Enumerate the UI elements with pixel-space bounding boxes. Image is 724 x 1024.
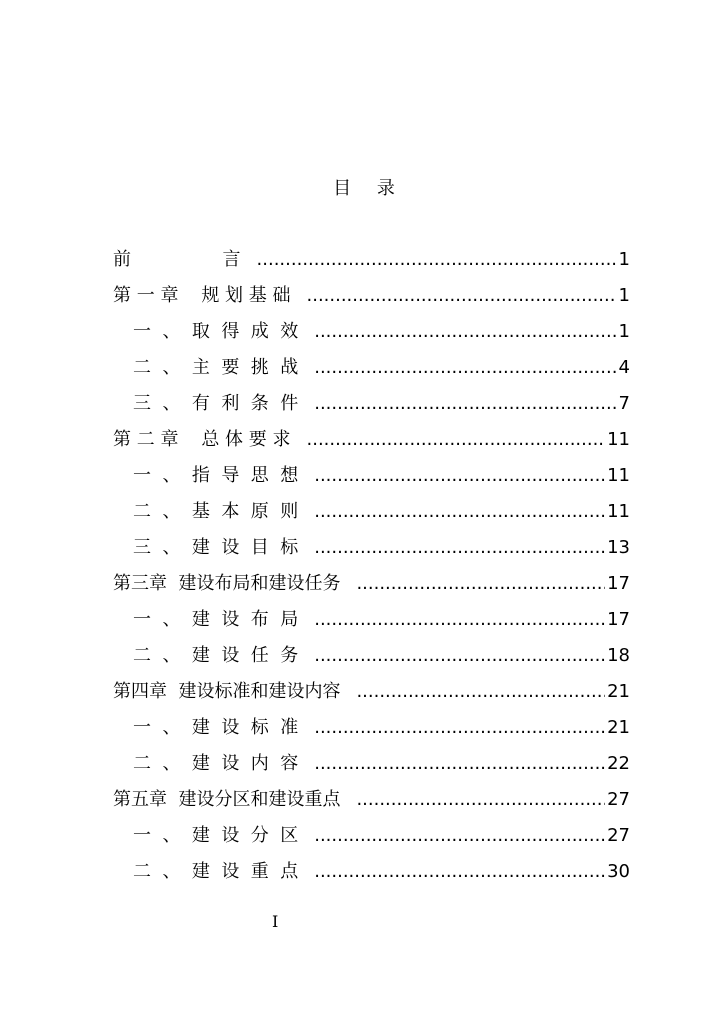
- toc-entry-page: 1: [618, 249, 630, 270]
- dot-leader: [314, 602, 605, 638]
- dot-leader: [257, 242, 617, 278]
- toc-entry-section[interactable]: [113, 350, 630, 386]
- dot-leader: [314, 350, 616, 386]
- toc-entry-label: 一 、 建 设 标 准: [133, 717, 299, 738]
- toc-entry-section[interactable]: [113, 854, 630, 890]
- dot-leader: [314, 314, 616, 350]
- toc-entry-section[interactable]: [113, 818, 630, 854]
- toc-entry-label: 第 一 章 规 划 基 础: [113, 285, 291, 306]
- toc-entry-page: 30: [607, 861, 630, 882]
- toc-entry-chapter-3[interactable]: [113, 566, 630, 602]
- dot-leader: [314, 818, 605, 854]
- toc-entry-section[interactable]: [113, 530, 630, 566]
- toc-entry-section[interactable]: [113, 710, 630, 746]
- toc-entry-preface[interactable]: [113, 242, 630, 278]
- toc-entry-section[interactable]: [113, 494, 630, 530]
- toc-entry-label: 前 言: [113, 249, 241, 270]
- toc-entry-page: 17: [607, 573, 630, 594]
- toc-entry-chapter-5[interactable]: [113, 782, 630, 818]
- toc-entry-page: 1: [618, 285, 630, 306]
- toc-entry-label: 三 、 建 设 目 标: [133, 537, 299, 558]
- toc-entry-section[interactable]: [113, 746, 630, 782]
- toc-entry-label: 一 、 建 设 布 局: [133, 609, 299, 630]
- dot-leader: [356, 782, 605, 818]
- dot-leader: [314, 458, 605, 494]
- toc-entry-chapter-1[interactable]: [113, 278, 630, 314]
- toc-entry-section[interactable]: [113, 386, 630, 422]
- dot-leader: [314, 494, 605, 530]
- dot-leader: [314, 854, 605, 890]
- toc-entry-section[interactable]: [113, 602, 630, 638]
- toc-entry-page: 21: [607, 717, 630, 738]
- toc-entry-label: 二 、 建 设 任 务: [133, 645, 299, 666]
- toc-entry-section[interactable]: [113, 638, 630, 674]
- toc-entry-label: 第五章 建设分区和建设重点: [113, 789, 341, 810]
- dot-leader: [356, 674, 605, 710]
- toc-entry-label: 第四章 建设标准和建设内容: [113, 681, 341, 702]
- toc-entry-page: 13: [607, 537, 630, 558]
- toc-entry-page: 11: [607, 429, 630, 450]
- toc-entry-chapter-2[interactable]: [113, 422, 630, 458]
- toc-entry-label: 二 、 主 要 挑 战: [133, 357, 299, 378]
- dot-leader: [314, 638, 605, 674]
- toc-entry-page: 1: [618, 321, 630, 342]
- toc-entry-page: 4: [618, 357, 630, 378]
- dot-leader: [356, 566, 605, 602]
- toc-entry-label: 二 、 建 设 重 点: [133, 861, 299, 882]
- toc-entry-page: 7: [618, 393, 630, 414]
- toc-entry-label: 一 、 建 设 分 区: [133, 825, 299, 846]
- page-number: I: [272, 912, 279, 931]
- toc-entry-section[interactable]: [113, 458, 630, 494]
- toc-entry-page: 11: [607, 465, 630, 486]
- toc-entry-label: 一 、 指 导 思 想: [133, 465, 299, 486]
- toc-entry-page: 11: [607, 501, 630, 522]
- dot-leader: [307, 422, 606, 458]
- toc-title: 目 录: [333, 178, 405, 199]
- toc-entry-label: 第 二 章 总 体 要 求: [113, 429, 291, 450]
- dot-leader: [307, 278, 617, 314]
- toc-entry-page: 27: [607, 789, 630, 810]
- toc-entry-section[interactable]: [113, 314, 630, 350]
- dot-leader: [314, 746, 605, 782]
- toc-entry-page: 21: [607, 681, 630, 702]
- table-of-contents: [113, 242, 630, 890]
- toc-entry-page: 18: [607, 645, 630, 666]
- toc-entry-page: 17: [607, 609, 630, 630]
- dot-leader: [314, 710, 605, 746]
- toc-entry-page: 27: [607, 825, 630, 846]
- dot-leader: [314, 530, 605, 566]
- toc-entry-label: 第三章 建设布局和建设任务: [113, 573, 341, 594]
- toc-entry-label: 二 、 建 设 内 容: [133, 753, 299, 774]
- toc-entry-page: 22: [607, 753, 630, 774]
- toc-entry-chapter-4[interactable]: [113, 674, 630, 710]
- dot-leader: [314, 386, 616, 422]
- toc-entry-label: 一 、 取 得 成 效: [133, 321, 299, 342]
- toc-entry-label: 二 、 基 本 原 则: [133, 501, 299, 522]
- toc-entry-label: 三 、 有 利 条 件: [133, 393, 299, 414]
